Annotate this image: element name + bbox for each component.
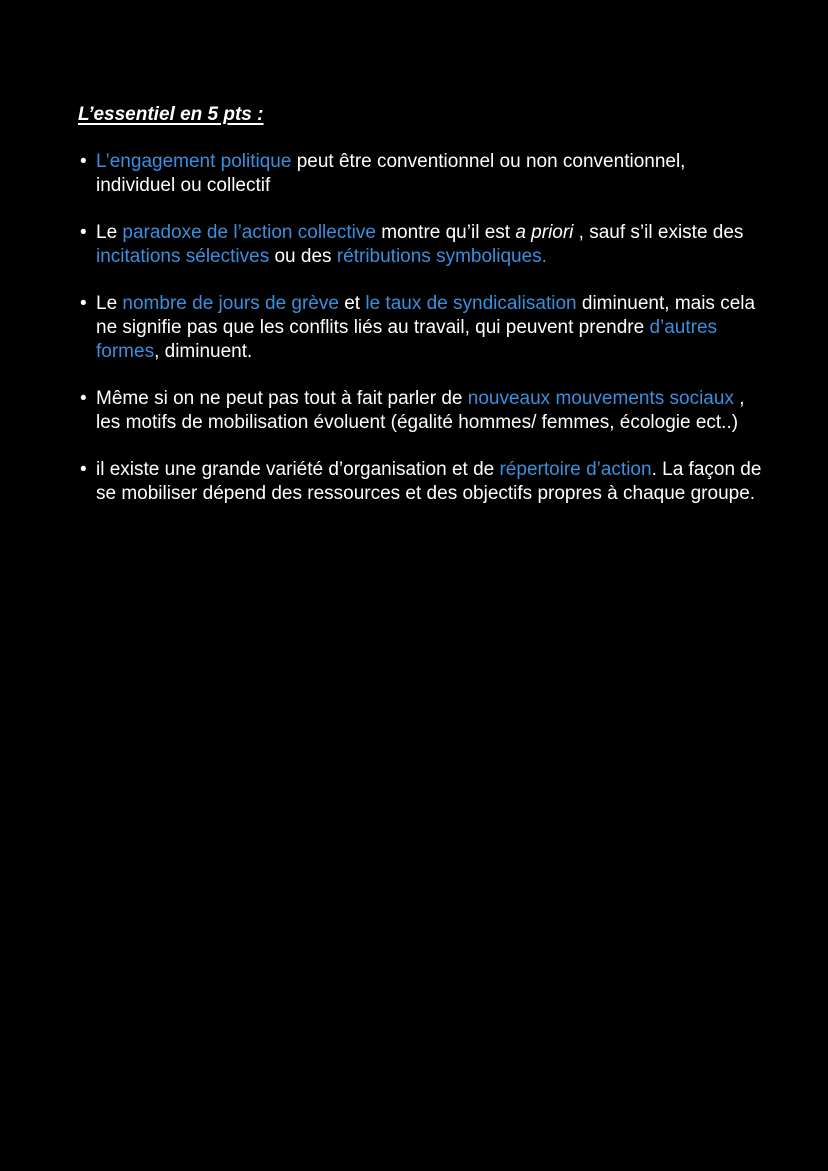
point-text: diminuent, mais cela ne signifie pas que les conflits liés au travail, qui peuvent prendre <box>96 293 756 338</box>
bullet-icon: • <box>80 388 87 409</box>
key-point-item <box>78 150 768 198</box>
point-text: , diminuent. <box>154 341 253 362</box>
point-text: Le <box>96 222 123 243</box>
highlighted-term: d’autres formes <box>96 317 718 362</box>
point-text: il existe une grande variété d’organisation et de <box>96 459 500 480</box>
key-point-item <box>78 387 768 435</box>
point-text: ou des <box>269 246 337 267</box>
point-text: peut être conventionnel ou non conventionnel, individuel ou collectif <box>96 151 686 196</box>
highlighted-term: incitations sélectives <box>96 246 270 267</box>
bullet-icon: • <box>80 151 87 172</box>
key-points-list <box>78 150 768 529</box>
point-text: Le <box>96 293 123 314</box>
bullet-icon: • <box>80 459 87 480</box>
key-point-item <box>78 292 768 364</box>
point-text: . La façon de se mobiliser dépend des ressources et des objectifs propres à chaque groupe. <box>96 459 762 504</box>
highlighted-term: le taux de syndicalisation <box>365 293 577 314</box>
highlighted-term: nombre de jours de grève <box>122 293 339 314</box>
page-title: L’essentiel en 5 pts : <box>78 104 264 125</box>
highlighted-term: paradoxe de l’action collective <box>122 222 376 243</box>
highlighted-term: nouveaux mouvements sociaux <box>467 388 734 409</box>
bullet-icon: • <box>80 222 87 243</box>
point-text: Même si on ne peut pas tout à fait parler de <box>96 388 468 409</box>
key-point-item <box>78 221 768 269</box>
bullet-icon: • <box>80 293 87 314</box>
point-text: et <box>338 293 366 314</box>
highlighted-term: rétributions symboliques. <box>336 246 547 267</box>
point-text: a priori <box>515 222 574 243</box>
highlighted-term: répertoire d’action <box>499 459 652 480</box>
point-text: , les motifs de mobilisation évoluent (égalité hommes/ femmes, écologie ect..) <box>96 388 745 433</box>
point-text: , sauf s’il existe des <box>573 222 744 243</box>
point-text: montre qu’il est <box>375 222 516 243</box>
highlighted-term: L’engagement politique <box>96 151 292 172</box>
key-point-item <box>78 458 768 506</box>
